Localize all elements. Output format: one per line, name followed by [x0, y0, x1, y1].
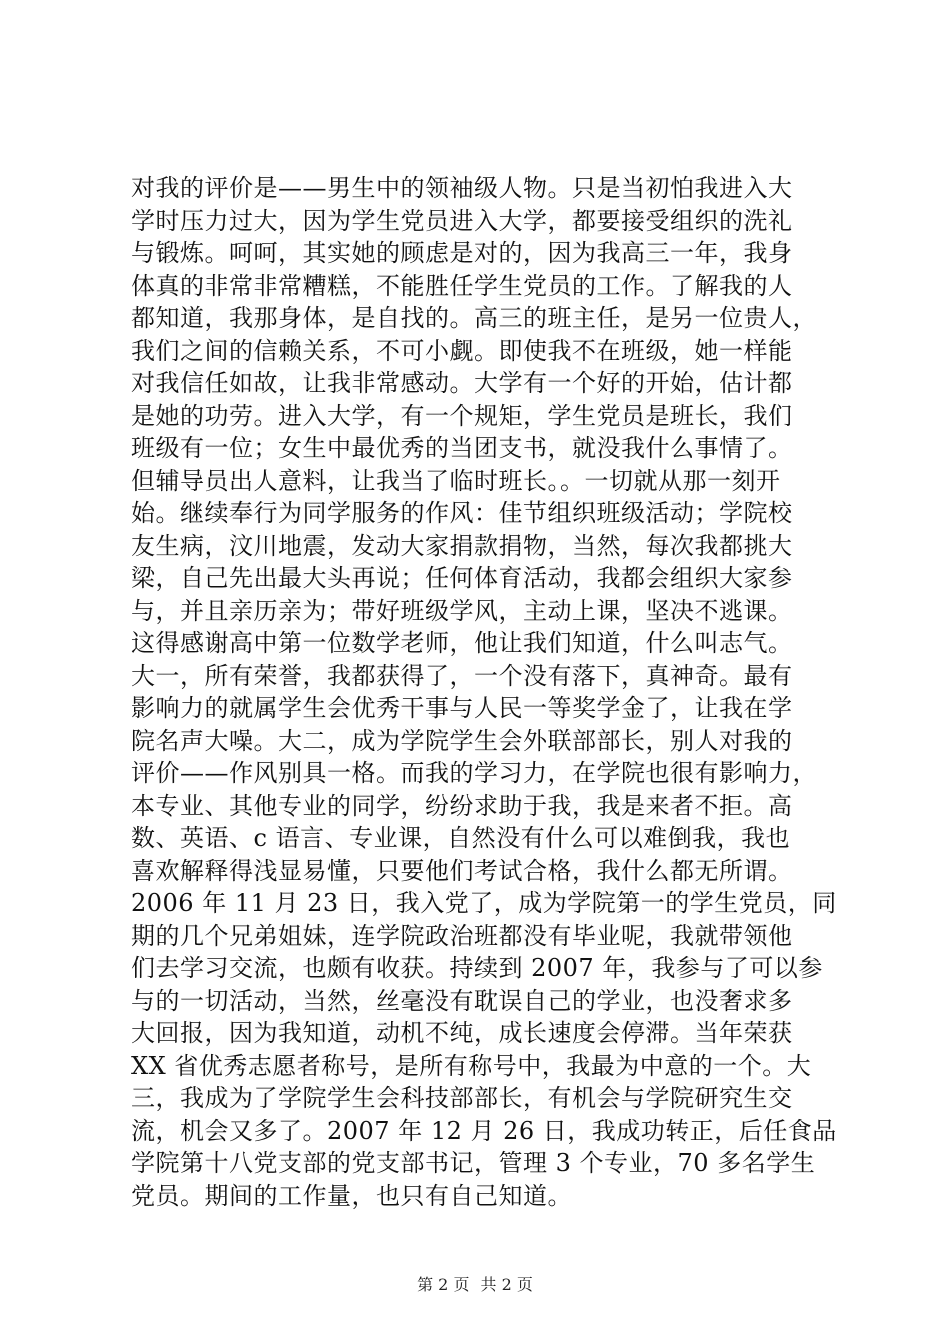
text-line: 喜欢解释得浅显易懂，只要他们考试合格，我什么都无所谓。	[131, 856, 793, 885]
text-line: 期的几个兄弟姐妹，连学院政治班都没有毕业呢，我就带领他	[131, 921, 793, 950]
page-footer	[0, 1275, 950, 1295]
text-line: 评价——作风别具一格。而我的学习力，在学院也很有影响力，	[131, 759, 817, 787]
text-line: 友生病，汶川地震，发动大家捐款捐物，当然，每次我都挑大	[131, 531, 793, 560]
page-total: 共 2 页	[480, 1275, 533, 1294]
text-line: 影响力的就属学生会优秀干事与人民一等奖学金了，让我在学	[131, 694, 793, 722]
text-line: 院名声大噪。大二，成为学院学生会外联部部长，别人对我的	[131, 726, 793, 755]
text-line: 梁，自己先出最大头再说；任何体育活动，我都会组织大家参	[131, 564, 793, 592]
text-line: 对我信任如故，让我非常感动。大学有一个好的开始，估计都	[131, 369, 793, 397]
text-line: 这得感谢高中第一位数学老师，他让我们知道，什么叫志气。	[131, 629, 793, 657]
text-line: 数、英语、c 语言、专业课，自然没有什么可以难倒我，我也	[131, 824, 791, 852]
text-line: 与锻炼。呵呵，其实她的顾虑是对的，因为我高三一年，我身	[131, 239, 793, 267]
page-number: 第 2 页	[417, 1275, 470, 1294]
text-line: 党员。期间的工作量，也只有自己知道。	[131, 1181, 572, 1210]
text-line: XX 省优秀志愿者称号，是所有称号中，我最为中意的一个。大	[131, 1051, 812, 1080]
text-line: 学院第十八党支部的党支部书记，管理 3 个专业，70 多名学生	[131, 1149, 816, 1177]
text-line: 本专业、其他专业的同学，纷纷求助于我，我是来者不拒。高	[131, 791, 793, 820]
text-line: 学时压力过大，因为学生党员进入大学，都要接受组织的洗礼	[131, 206, 793, 235]
text-line: 们去学习交流，也颇有收获。持续到 2007 年，我参与了可以参	[131, 954, 823, 982]
text-line: 2006 年 11 月 23 日，我入党了，成为学院第一的学生党员，同	[131, 889, 837, 917]
text-line: 体真的非常非常糟糕，不能胜任学生党员的工作。了解我的人	[131, 271, 793, 300]
text-line: 对我的评价是——男生中的领袖级人物。只是当初怕我进入大	[131, 174, 793, 202]
text-line: 流，机会又多了。2007 年 12 月 26 日，我成功转正，后任食品	[131, 1116, 837, 1145]
text-line: 三，我成为了学院学生会科技部部长，有机会与学院研究生交	[131, 1084, 793, 1112]
text-line: 与，并且亲历亲为；带好班级学风，主动上课，坚决不逃课。	[131, 596, 793, 625]
body-text	[131, 172, 851, 1212]
text-line: 与的一切活动，当然，丝毫没有耽误自己的学业，也没奢求多	[131, 986, 793, 1015]
text-line: 大回报，因为我知道，动机不纯，成长速度会停滞。当年荣获	[131, 1019, 793, 1047]
text-line: 是她的功劳。进入大学，有一个规矩，学生党员是班长，我们	[131, 401, 793, 430]
text-line: 我们之间的信赖关系，不可小觑。即使我不在班级，她一样能	[131, 336, 793, 365]
text-line: 但辅导员出人意料，让我当了临时班长。。一切就从那一刻开	[131, 466, 781, 495]
text-line: 大一，所有荣誉，我都获得了，一个没有落下，真神奇。最有	[131, 661, 793, 690]
text-line: 都知道，我那身体，是自找的。高三的班主任，是另一位贵人，	[131, 304, 817, 332]
text-line: 班级有一位；女生中最优秀的当团支书，就没我什么事情了。	[131, 434, 793, 462]
text-line: 始。继续奉行为同学服务的作风：佳节组织班级活动；学院校	[131, 499, 793, 527]
